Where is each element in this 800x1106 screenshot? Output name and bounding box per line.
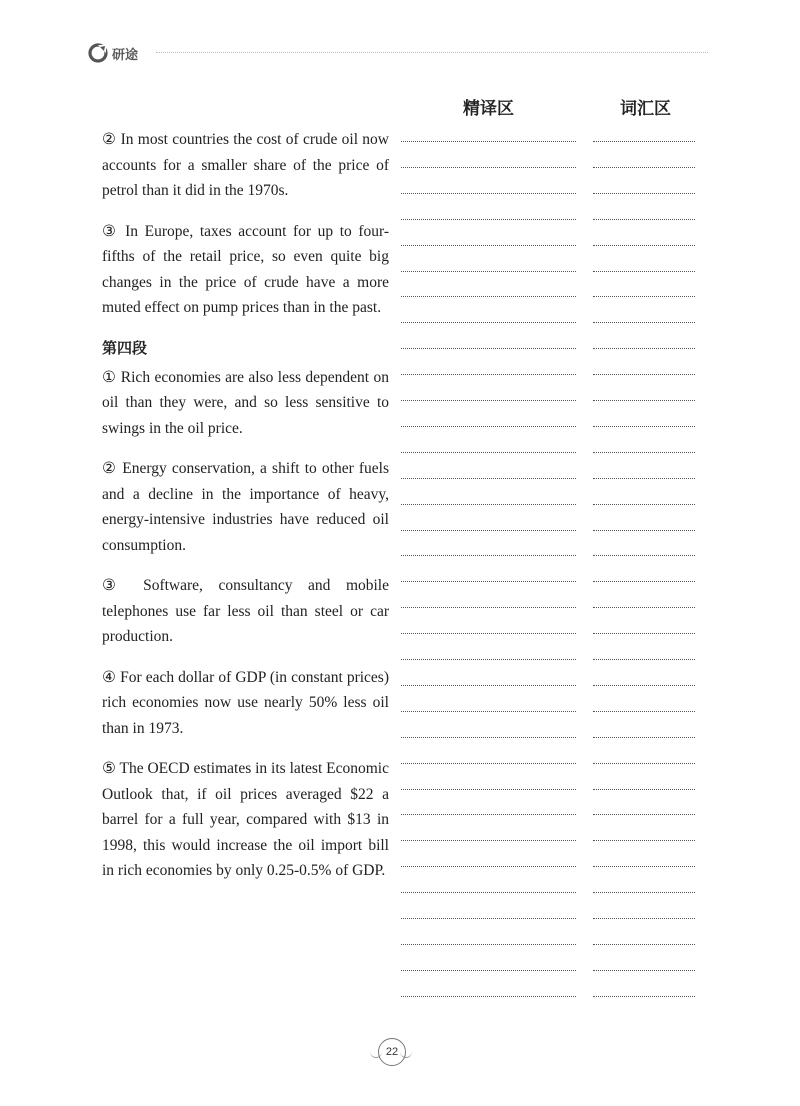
writing-line (593, 814, 695, 815)
writing-line (401, 996, 576, 997)
writing-line (401, 581, 576, 582)
writing-line (401, 970, 576, 971)
writing-line (401, 322, 576, 323)
writing-line (593, 452, 695, 453)
writing-line (593, 478, 695, 479)
writing-line (401, 452, 576, 453)
paragraph: ① Rich economies are also less dependent on oil than they were, and so less sensitive to swings in the oil price. (102, 368, 389, 437)
translation-column-header: 精译区 (463, 99, 514, 119)
writing-line (593, 970, 695, 971)
writing-line (401, 607, 576, 608)
paragraph: ④ For each dollar of GDP (in constant prices) rich economies now use nearly 50% less oil than in 1973. (102, 668, 389, 737)
writing-line (401, 504, 576, 505)
writing-line (593, 219, 695, 220)
paragraph: ② Energy conservation, a shift to other fuels and a decline in the importance of heavy, energy-intensive industries have reduced oil consumption. (102, 460, 389, 554)
writing-line (593, 789, 695, 790)
writing-line (593, 866, 695, 867)
writing-line (401, 840, 576, 841)
writing-line (401, 944, 576, 945)
writing-line (401, 193, 576, 194)
header-divider (156, 52, 708, 53)
brand-logo (88, 38, 138, 68)
writing-line (401, 866, 576, 867)
writing-line (401, 555, 576, 556)
vocabulary-column-header: 词汇区 (620, 99, 671, 119)
writing-line (401, 245, 576, 246)
writing-line (593, 944, 695, 945)
logo-icon (88, 43, 108, 63)
writing-line (593, 296, 695, 297)
vocabulary-writing-area[interactable] (593, 141, 695, 1001)
page-header (88, 38, 708, 68)
writing-line (401, 737, 576, 738)
passage-text (102, 127, 389, 899)
writing-line (593, 141, 695, 142)
writing-line (593, 659, 695, 660)
writing-line (593, 763, 695, 764)
paragraph: ③ In Europe, taxes account for up to four-fifths of the retail price, so even quite big changes in the price of crude have a more muted effect on pump prices than in the past. (102, 222, 389, 316)
writing-line (401, 478, 576, 479)
writing-line (401, 711, 576, 712)
writing-line (401, 659, 576, 660)
writing-line (593, 633, 695, 634)
writing-line (401, 763, 576, 764)
writing-line (401, 219, 576, 220)
writing-line (593, 996, 695, 997)
writing-line (593, 400, 695, 401)
writing-line (401, 530, 576, 531)
writing-line (401, 426, 576, 427)
writing-line (401, 789, 576, 790)
writing-line (401, 296, 576, 297)
translation-writing-area[interactable] (401, 141, 576, 1001)
writing-line (593, 374, 695, 375)
writing-line (593, 504, 695, 505)
writing-line (593, 193, 695, 194)
writing-line (593, 348, 695, 349)
writing-line (401, 685, 576, 686)
writing-line (401, 374, 576, 375)
writing-line (593, 607, 695, 608)
page-number: 22 (378, 1038, 406, 1066)
writing-line (401, 271, 576, 272)
writing-line (401, 400, 576, 401)
writing-line (593, 271, 695, 272)
writing-line (593, 426, 695, 427)
writing-line (401, 892, 576, 893)
writing-line (593, 711, 695, 712)
writing-line (593, 555, 695, 556)
writing-line (593, 530, 695, 531)
writing-line (593, 322, 695, 323)
writing-line (593, 245, 695, 246)
writing-line (401, 918, 576, 919)
writing-line (593, 167, 695, 168)
paragraph: ③ Software, consultancy and mobile telephones use far less oil than steel or car production. (102, 577, 389, 645)
writing-line (593, 918, 695, 919)
section-title: 第四段 (102, 338, 148, 357)
writing-line (401, 814, 576, 815)
writing-line (593, 685, 695, 686)
writing-line (401, 141, 576, 142)
writing-line (593, 581, 695, 582)
paragraph: ⑤ The OECD estimates in its latest Economic Outlook that, if oil prices averaged $22 a barrel for a full year, compared with $13 in 1998, this would increase the oil import bill in rich economies by only 0.25-0.5% of GDP. (102, 760, 389, 879)
writing-line (593, 840, 695, 841)
logo-text: 研途 (112, 47, 139, 63)
paragraph: ② In most countries the cost of crude oil now accounts for a smaller share of the price of petrol than it did in the 1970s. (102, 131, 389, 199)
writing-line (401, 167, 576, 168)
writing-line (593, 892, 695, 893)
writing-line (593, 737, 695, 738)
writing-line (401, 633, 576, 634)
writing-line (401, 348, 576, 349)
